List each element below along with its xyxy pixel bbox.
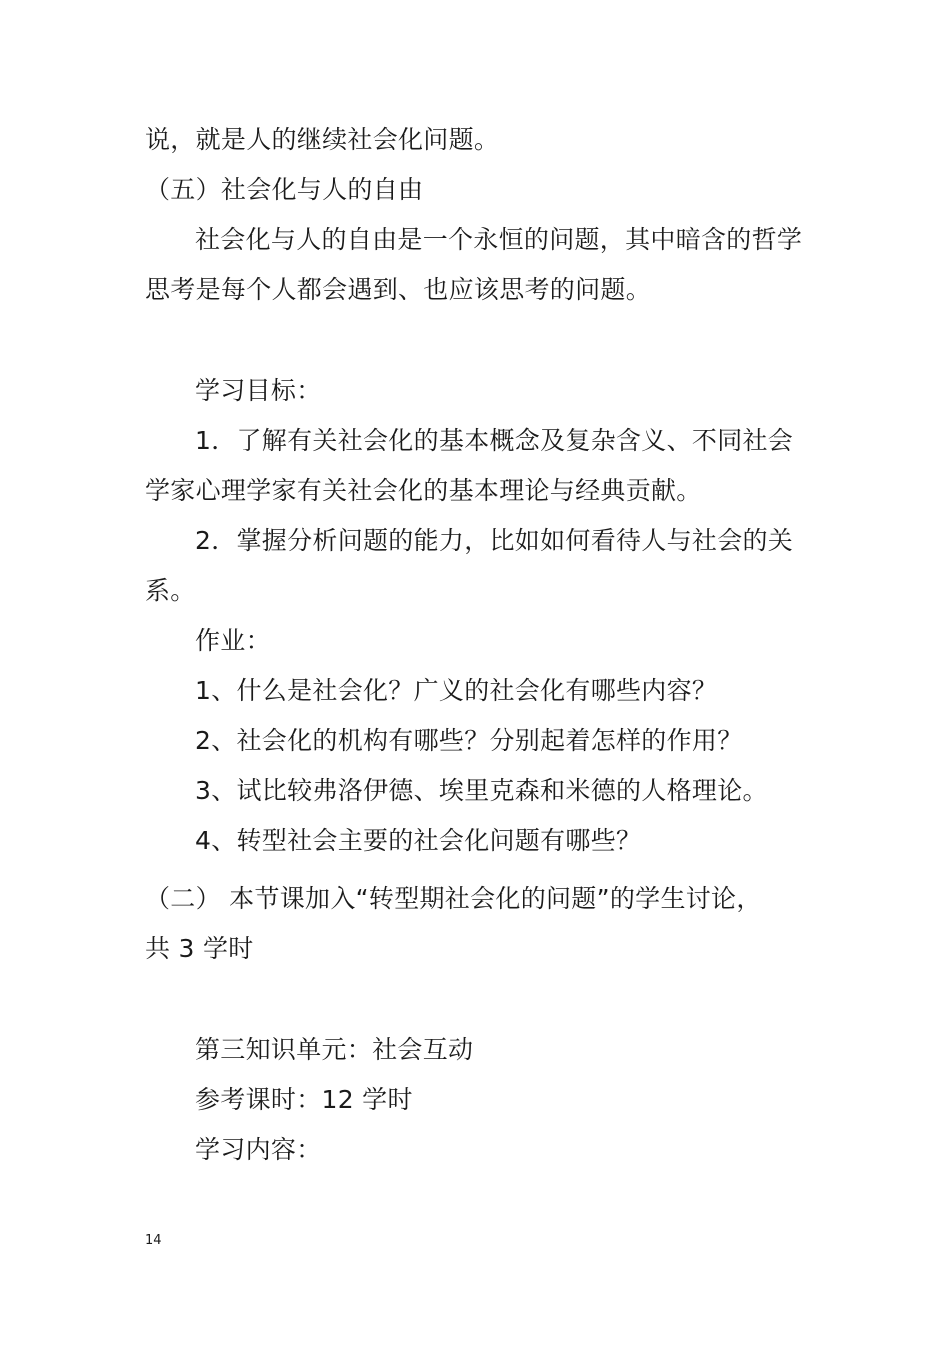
reference-hours: 参考课时：12 学时: [195, 1085, 413, 1114]
text-line: 说，就是人的继续社会化问题。: [145, 125, 500, 154]
text-line: 1．了解有关社会化的基本概念及复杂含义、不同社会: [195, 426, 794, 455]
learning-goals-heading: 学习目标：: [195, 376, 322, 405]
section-heading: （二） 本节课加入“转型期社会化的问题”的学生讨论，: [145, 884, 762, 913]
text-line: 思考是每个人都会遇到、也应该思考的问题。: [145, 275, 652, 304]
section-heading: （五）社会化与人的自由: [145, 175, 424, 204]
unit-title: 第三知识单元：社会互动: [195, 1035, 474, 1064]
homework-item: 2、社会化的机构有哪些？分别起着怎样的作用？: [195, 726, 743, 755]
learning-content-heading: 学习内容：: [195, 1135, 322, 1164]
homework-item: 3、试比较弗洛伊德、埃里克森和米德的人格理论。: [195, 776, 768, 805]
homework-heading: 作业：: [195, 626, 271, 655]
homework-item: 1、什么是社会化？广义的社会化有哪些内容？: [195, 676, 718, 705]
homework-item: 4、转型社会主要的社会化问题有哪些？: [195, 826, 642, 855]
text-line: 社会化与人的自由是一个永恒的问题，其中暗含的哲学: [195, 225, 803, 254]
text-line: 系。: [145, 576, 196, 605]
text-line: 2．掌握分析问题的能力，比如如何看待人与社会的关: [195, 526, 794, 555]
text-line: 学家心理学家有关社会化的基本理论与经典贡献。: [145, 476, 702, 505]
text-line: 共 3 学时: [145, 934, 254, 963]
page-number: 14: [145, 1233, 162, 1248]
